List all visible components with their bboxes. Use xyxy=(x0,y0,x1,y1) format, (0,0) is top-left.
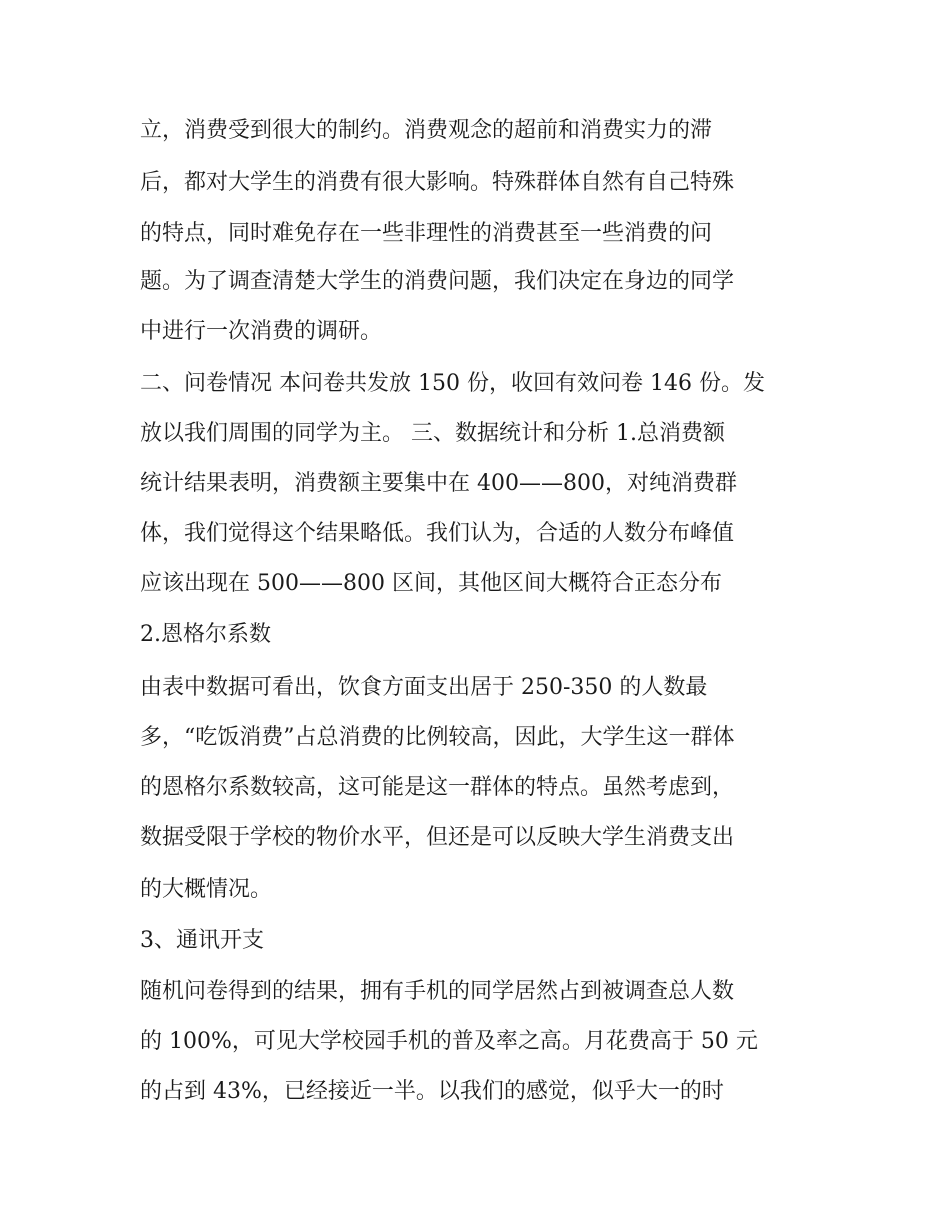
text-line: 应该出现在 500——800 区间，其他区间大概符合正态分布 xyxy=(140,571,722,596)
text-line: 的 100%，可见大学校园手机的普及率之高。月花费高于 50 元 xyxy=(140,1029,758,1054)
section-heading: 3、通讯开支 xyxy=(140,928,264,953)
text-line: 题。为了调查清楚大学生的消费问题，我们决定在身边的同学 xyxy=(140,269,735,294)
text-line: 放以我们周围的同学为主。 三、数据统计和分析 1.总消费额 xyxy=(140,421,725,446)
section-heading: 2.恩格尔系数 xyxy=(140,622,271,647)
text-line: 随机问卷得到的结果，拥有手机的同学居然占到被调查总人数 xyxy=(140,979,735,1004)
text-line: 的特点，同时难免存在一些非理性的消费甚至一些消费的问 xyxy=(140,221,713,246)
text-line: 统计结果表明，消费额主要集中在 400——800，对纯消费群 xyxy=(140,471,737,496)
text-line: 数据受限于学校的物价水平，但还是可以反映大学生消费支出 xyxy=(140,825,735,850)
text-line: 二、问卷情况 本问卷共发放 150 份，收回有效问卷 146 份。发 xyxy=(140,371,765,396)
text-line: 由表中数据可看出，饮食方面支出居于 250-350 的人数最 xyxy=(140,675,708,700)
text-line: 中进行一次消费的调研。 xyxy=(140,319,383,344)
text-line: 的恩格尔系数较高，这可能是这一群体的特点。虽然考虑到， xyxy=(140,775,735,800)
text-line: 的占到 43%，已经接近一半。以我们的感觉，似乎大一的时 xyxy=(140,1079,724,1104)
text-line: 的大概情况。 xyxy=(140,877,273,902)
text-line: 多，“吃饭消费”占总消费的比例较高，因此，大学生这一群体 xyxy=(140,725,735,750)
text-line: 立，消费受到很大的制约。消费观念的超前和消费实力的滞 xyxy=(140,118,713,143)
text-line: 后，都对大学生的消费有很大影响。特殊群体自然有自己特殊 xyxy=(140,170,735,195)
text-line: 体，我们觉得这个结果略低。我们认为，合适的人数分布峰值 xyxy=(140,521,735,546)
